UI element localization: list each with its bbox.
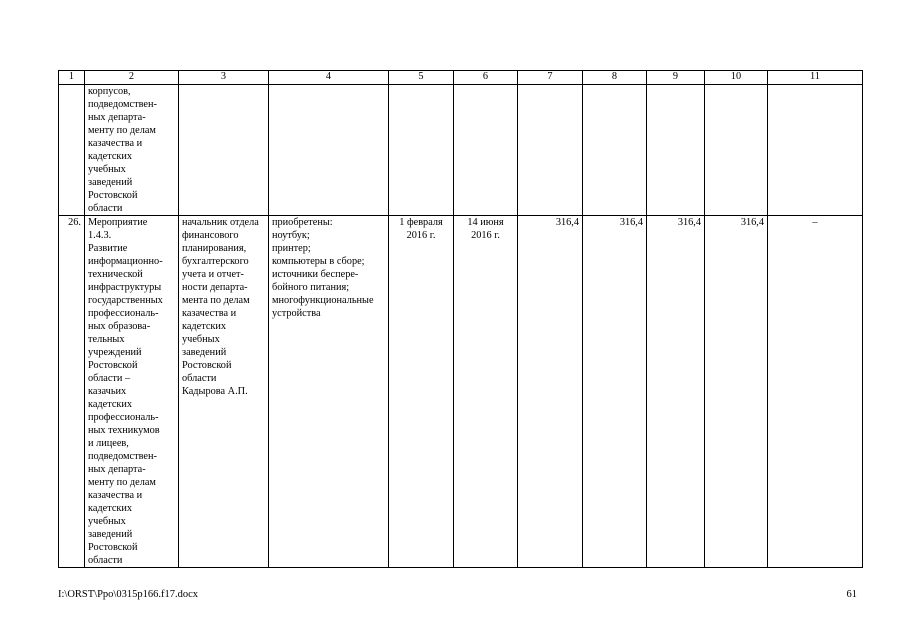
measures-table: [58, 70, 863, 568]
text-line: казачества и: [182, 308, 237, 319]
text-line: области –: [88, 373, 131, 384]
text-line: Ростовской: [182, 360, 232, 371]
measure-description: [85, 216, 179, 568]
text-line: кадетских: [182, 321, 227, 332]
text-line: Кадырова А.П.: [182, 386, 248, 397]
text-line: 1.4.3.: [88, 230, 112, 241]
result-description: [269, 216, 389, 568]
text-line: многофункциональные: [272, 295, 374, 306]
text-line: устройства: [272, 308, 321, 319]
col-number-6: 6: [454, 71, 518, 85]
responsible-person: [179, 216, 269, 568]
col-number-5: 5: [389, 71, 454, 85]
text-line: Ростовской: [88, 542, 138, 553]
table-row-continuation: [59, 85, 863, 216]
start-date: [389, 216, 454, 568]
amount-col-9: 316,4: [647, 216, 705, 568]
text-line: ности департа-: [182, 282, 248, 293]
text-line: менту по делам: [88, 125, 156, 136]
end-date: [454, 216, 518, 568]
text-line: ных департа-: [88, 464, 146, 475]
footer-file-path: I:\ORST\Ppo\0315p166.f17.docx: [58, 589, 199, 600]
text-line: казачьих: [88, 386, 127, 397]
amount-col-10: 316,4: [705, 216, 768, 568]
text-line: менту по делам: [88, 477, 156, 488]
footer-page-number: 61: [846, 589, 857, 600]
text-line: Мероприятие: [88, 217, 148, 228]
text-line: подведомствен-: [88, 99, 157, 110]
text-line: компьютеры в сборе;: [272, 256, 365, 267]
amount-col-8: 316,4: [583, 216, 647, 568]
text-line: казачества и: [88, 138, 143, 149]
amount-col-7: 316,4: [518, 216, 583, 568]
text-line: кадетских: [88, 399, 133, 410]
text-line: ных департа-: [88, 112, 146, 123]
text-line: кадетских: [88, 503, 133, 514]
col-number-1: 1: [59, 71, 85, 85]
text-line: тельных: [88, 334, 125, 345]
col-number-2: 2: [85, 71, 179, 85]
text-line: области: [88, 203, 123, 214]
text-line: Ростовской: [88, 360, 138, 371]
text-line: Ростовской: [88, 190, 138, 201]
text-line: учреждений: [88, 347, 142, 358]
table-row-26: [59, 216, 863, 568]
text-line: учебных: [182, 334, 220, 345]
row-number: 26.: [59, 216, 85, 568]
col-number-3: 3: [179, 71, 269, 85]
text-line: заведений: [182, 347, 227, 358]
text-line: заведений: [88, 177, 133, 188]
text-line: учебных: [88, 516, 126, 527]
column-number-row: [59, 71, 863, 85]
text-line: профессиональ-: [88, 308, 159, 319]
text-line: бухгалтерского: [182, 256, 249, 267]
text-line: области: [182, 373, 217, 384]
text-line: ных образова-: [88, 321, 151, 332]
text-line: планирования,: [182, 243, 247, 254]
text-line: ноутбук;: [272, 230, 310, 241]
col-number-4: 4: [269, 71, 389, 85]
col-number-11: 11: [768, 71, 863, 85]
text-line: профессиональ-: [88, 412, 159, 423]
text-line: кадетских: [88, 151, 133, 162]
text-line: приобретены:: [272, 217, 333, 228]
continuation-description: [85, 85, 179, 216]
text-line: Развитие: [88, 243, 128, 254]
col-number-10: 10: [705, 71, 768, 85]
text-line: технической: [88, 269, 143, 280]
text-line: государственных: [88, 295, 163, 306]
text-line: финансового: [182, 230, 239, 241]
text-line: и лицеев,: [88, 438, 129, 449]
text-line: 2016 г.: [406, 230, 436, 241]
text-line: 1 февраля: [399, 217, 443, 228]
col-number-7: 7: [518, 71, 583, 85]
text-line: казачества и: [88, 490, 143, 501]
text-line: начальник отдела: [182, 217, 259, 228]
text-line: бойного питания;: [272, 282, 350, 293]
text-line: корпусов,: [88, 86, 131, 97]
col-number-9: 9: [647, 71, 705, 85]
text-line: подведомствен-: [88, 451, 157, 462]
note-col-11: –: [768, 216, 863, 568]
text-line: источники беспере-: [272, 269, 359, 280]
col-number-8: 8: [583, 71, 647, 85]
text-line: заведений: [88, 529, 133, 540]
text-line: ных техникумов: [88, 425, 160, 436]
text-line: 14 июня: [467, 217, 504, 228]
text-line: инфраструктуры: [88, 282, 162, 293]
text-line: области: [88, 555, 123, 566]
text-line: информационно-: [88, 256, 163, 267]
text-line: принтер;: [272, 243, 311, 254]
text-line: 2016 г.: [471, 230, 500, 241]
text-line: учета и отчет-: [182, 269, 244, 280]
text-line: учебных: [88, 164, 126, 175]
text-line: мента по делам: [182, 295, 250, 306]
